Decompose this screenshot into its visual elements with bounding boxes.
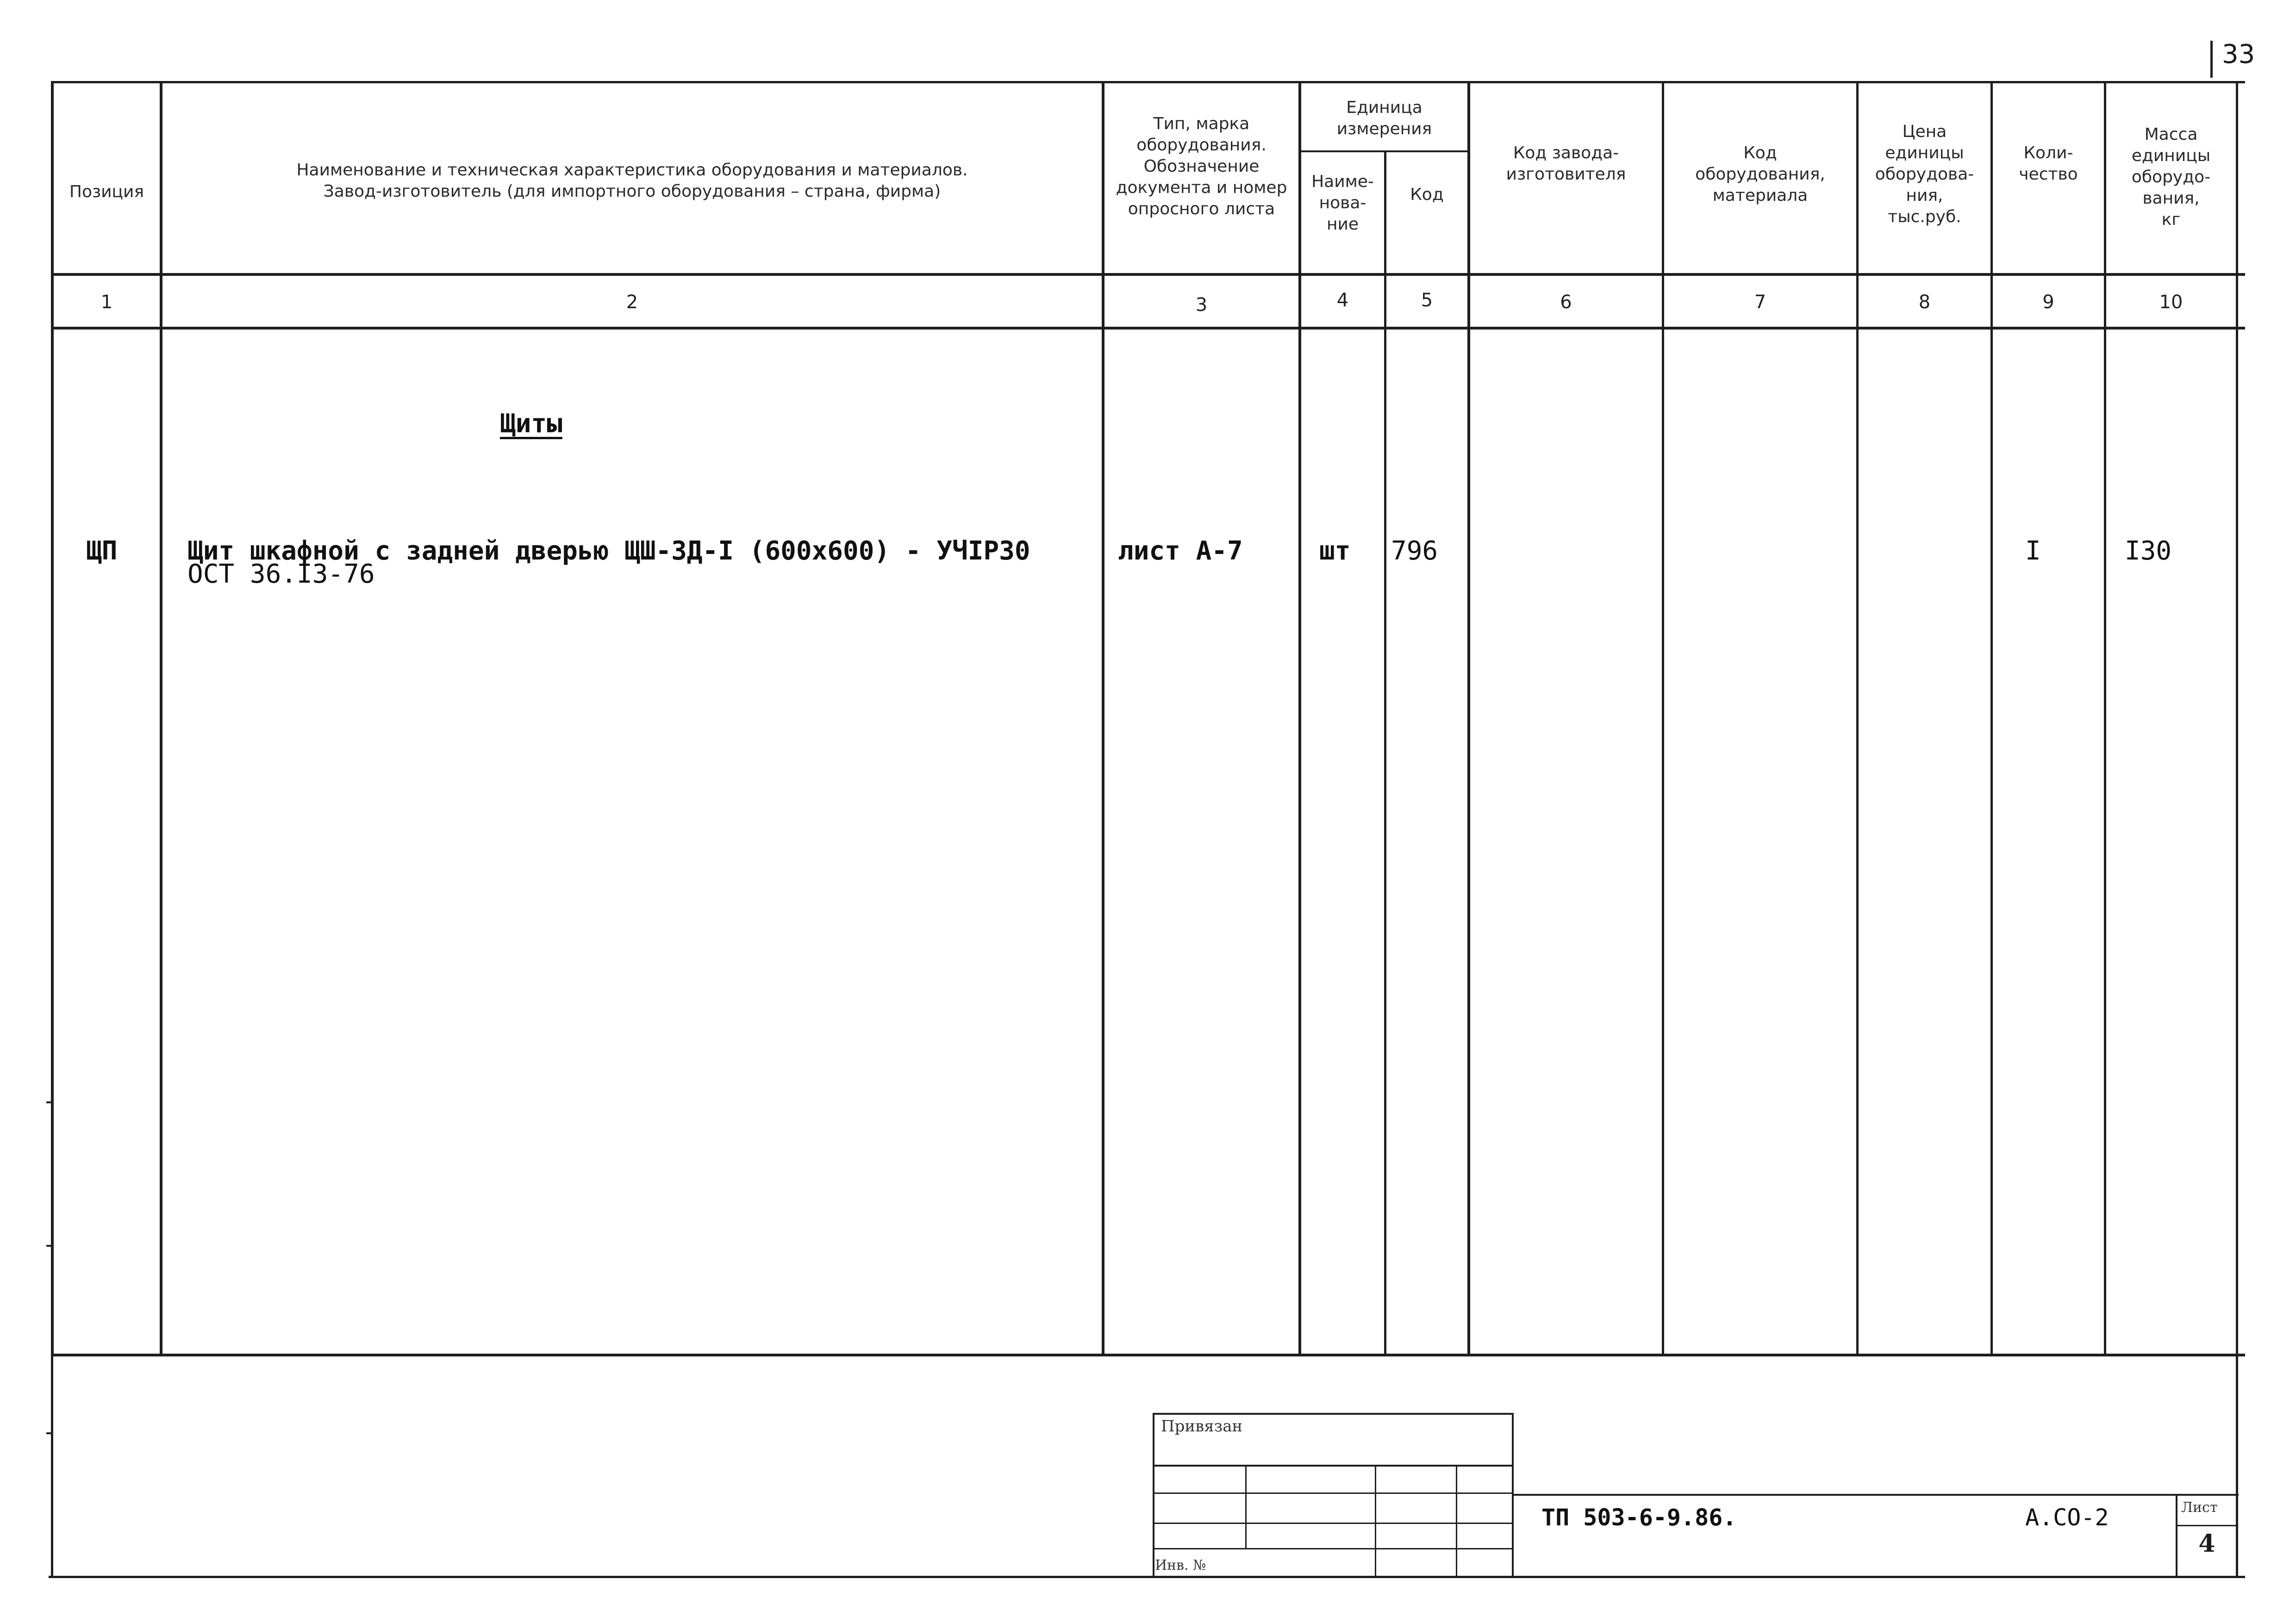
col-number: 10	[2159, 292, 2183, 313]
header-unit-line: Единица	[1346, 98, 1423, 117]
header-equipment-line: Код	[1743, 143, 1777, 162]
header-equipment-line: оборудования,	[1695, 165, 1825, 184]
row-mass: I30	[2125, 536, 2172, 566]
col-number: 8	[1918, 292, 1931, 313]
header-factory-line: изготовителя	[1506, 165, 1626, 184]
header-price-line: ния,	[1906, 186, 1943, 205]
stamp-privyazan: Привязан	[1161, 1417, 1243, 1436]
header-price-line: Цена	[1902, 122, 1947, 141]
col-number: 2	[626, 292, 638, 313]
header-unit-name	[1301, 171, 1384, 235]
header-factory-line: Код завода-	[1513, 143, 1619, 162]
header-name	[162, 160, 1102, 202]
row-unit-code: 796	[1391, 536, 1438, 566]
stamp-sheet-code: А.СО-2	[2025, 1504, 2109, 1531]
header-equipment-code	[1664, 143, 1856, 206]
header-quantity-line: Коли-	[2023, 143, 2073, 162]
header-type	[1104, 113, 1298, 220]
col-number: 7	[1754, 292, 1766, 313]
col-number: 9	[2042, 292, 2054, 313]
header-mass-line: Масса	[2144, 125, 2198, 144]
header-position: Позиция	[69, 182, 144, 201]
header-quantity	[1993, 143, 2104, 185]
page-number: 33	[2222, 39, 2255, 69]
header-mass-line: кг	[2161, 210, 2181, 229]
col-number: 4	[1336, 290, 1349, 311]
header-mass-line: единицы	[2131, 146, 2211, 165]
header-equipment-line: материала	[1712, 186, 1808, 205]
header-price-line: оборудова-	[1875, 165, 1974, 184]
header-unit-line: измерения	[1336, 119, 1432, 138]
header-unit-group	[1301, 97, 1467, 140]
col-number: 1	[100, 292, 113, 313]
col-number: 6	[1560, 292, 1572, 313]
header-factory-code	[1470, 143, 1662, 185]
stamp-sheet-number: 4	[2198, 1530, 2215, 1558]
stamp-inv: Инв. №	[1155, 1557, 1206, 1573]
header-mass-line: вания,	[2142, 189, 2200, 208]
header-type-line: Обозначение	[1143, 157, 1260, 176]
stamp-sheet-label: Лист	[2181, 1499, 2218, 1516]
header-unit-name-line: нова-	[1319, 193, 1366, 212]
row-name-line1: Щит шкафной с задней дверью ЩШ-ЗД-I (600х600) - УЧIР30	[187, 536, 1030, 566]
header-type-line: Тип, марка	[1153, 114, 1250, 133]
header-unit-name-line: Наиме-	[1311, 172, 1374, 191]
col-number: 5	[1421, 290, 1433, 311]
header-mass	[2106, 124, 2236, 230]
header-unit-name-line: ние	[1326, 215, 1359, 234]
header-price-line: тыс.руб.	[1888, 207, 1961, 226]
header-type-line: опросного листа	[1128, 199, 1275, 218]
header-type-line: оборудования.	[1136, 136, 1267, 155]
row-unit-name: шт	[1319, 536, 1351, 566]
header-price-line: единицы	[1885, 143, 1964, 162]
row-quantity: I	[2025, 536, 2041, 566]
header-mass-line: оборудо-	[2131, 168, 2211, 187]
header-price	[1859, 121, 1990, 228]
row-name-line2: ОСТ 36.I3-76	[187, 559, 375, 589]
header-type-line: документа и номер	[1116, 178, 1287, 197]
row-type: лист А-7	[1118, 536, 1243, 566]
header-name-line1: Наименование и техническая характеристика оборудования и материалов.	[296, 161, 968, 180]
header-name-line2: Завод-изготовитель (для импортного оборудования – страна, фирма)	[323, 182, 941, 201]
header-unit-code: Код	[1410, 185, 1444, 204]
section-title: Щиты	[500, 409, 562, 439]
stamp-doc-code: ТП 503-6-9.86.	[1541, 1504, 1737, 1531]
row-position: ЩП	[86, 536, 118, 566]
header-quantity-line: чество	[2019, 165, 2078, 184]
col-number: 3	[1195, 294, 1208, 316]
